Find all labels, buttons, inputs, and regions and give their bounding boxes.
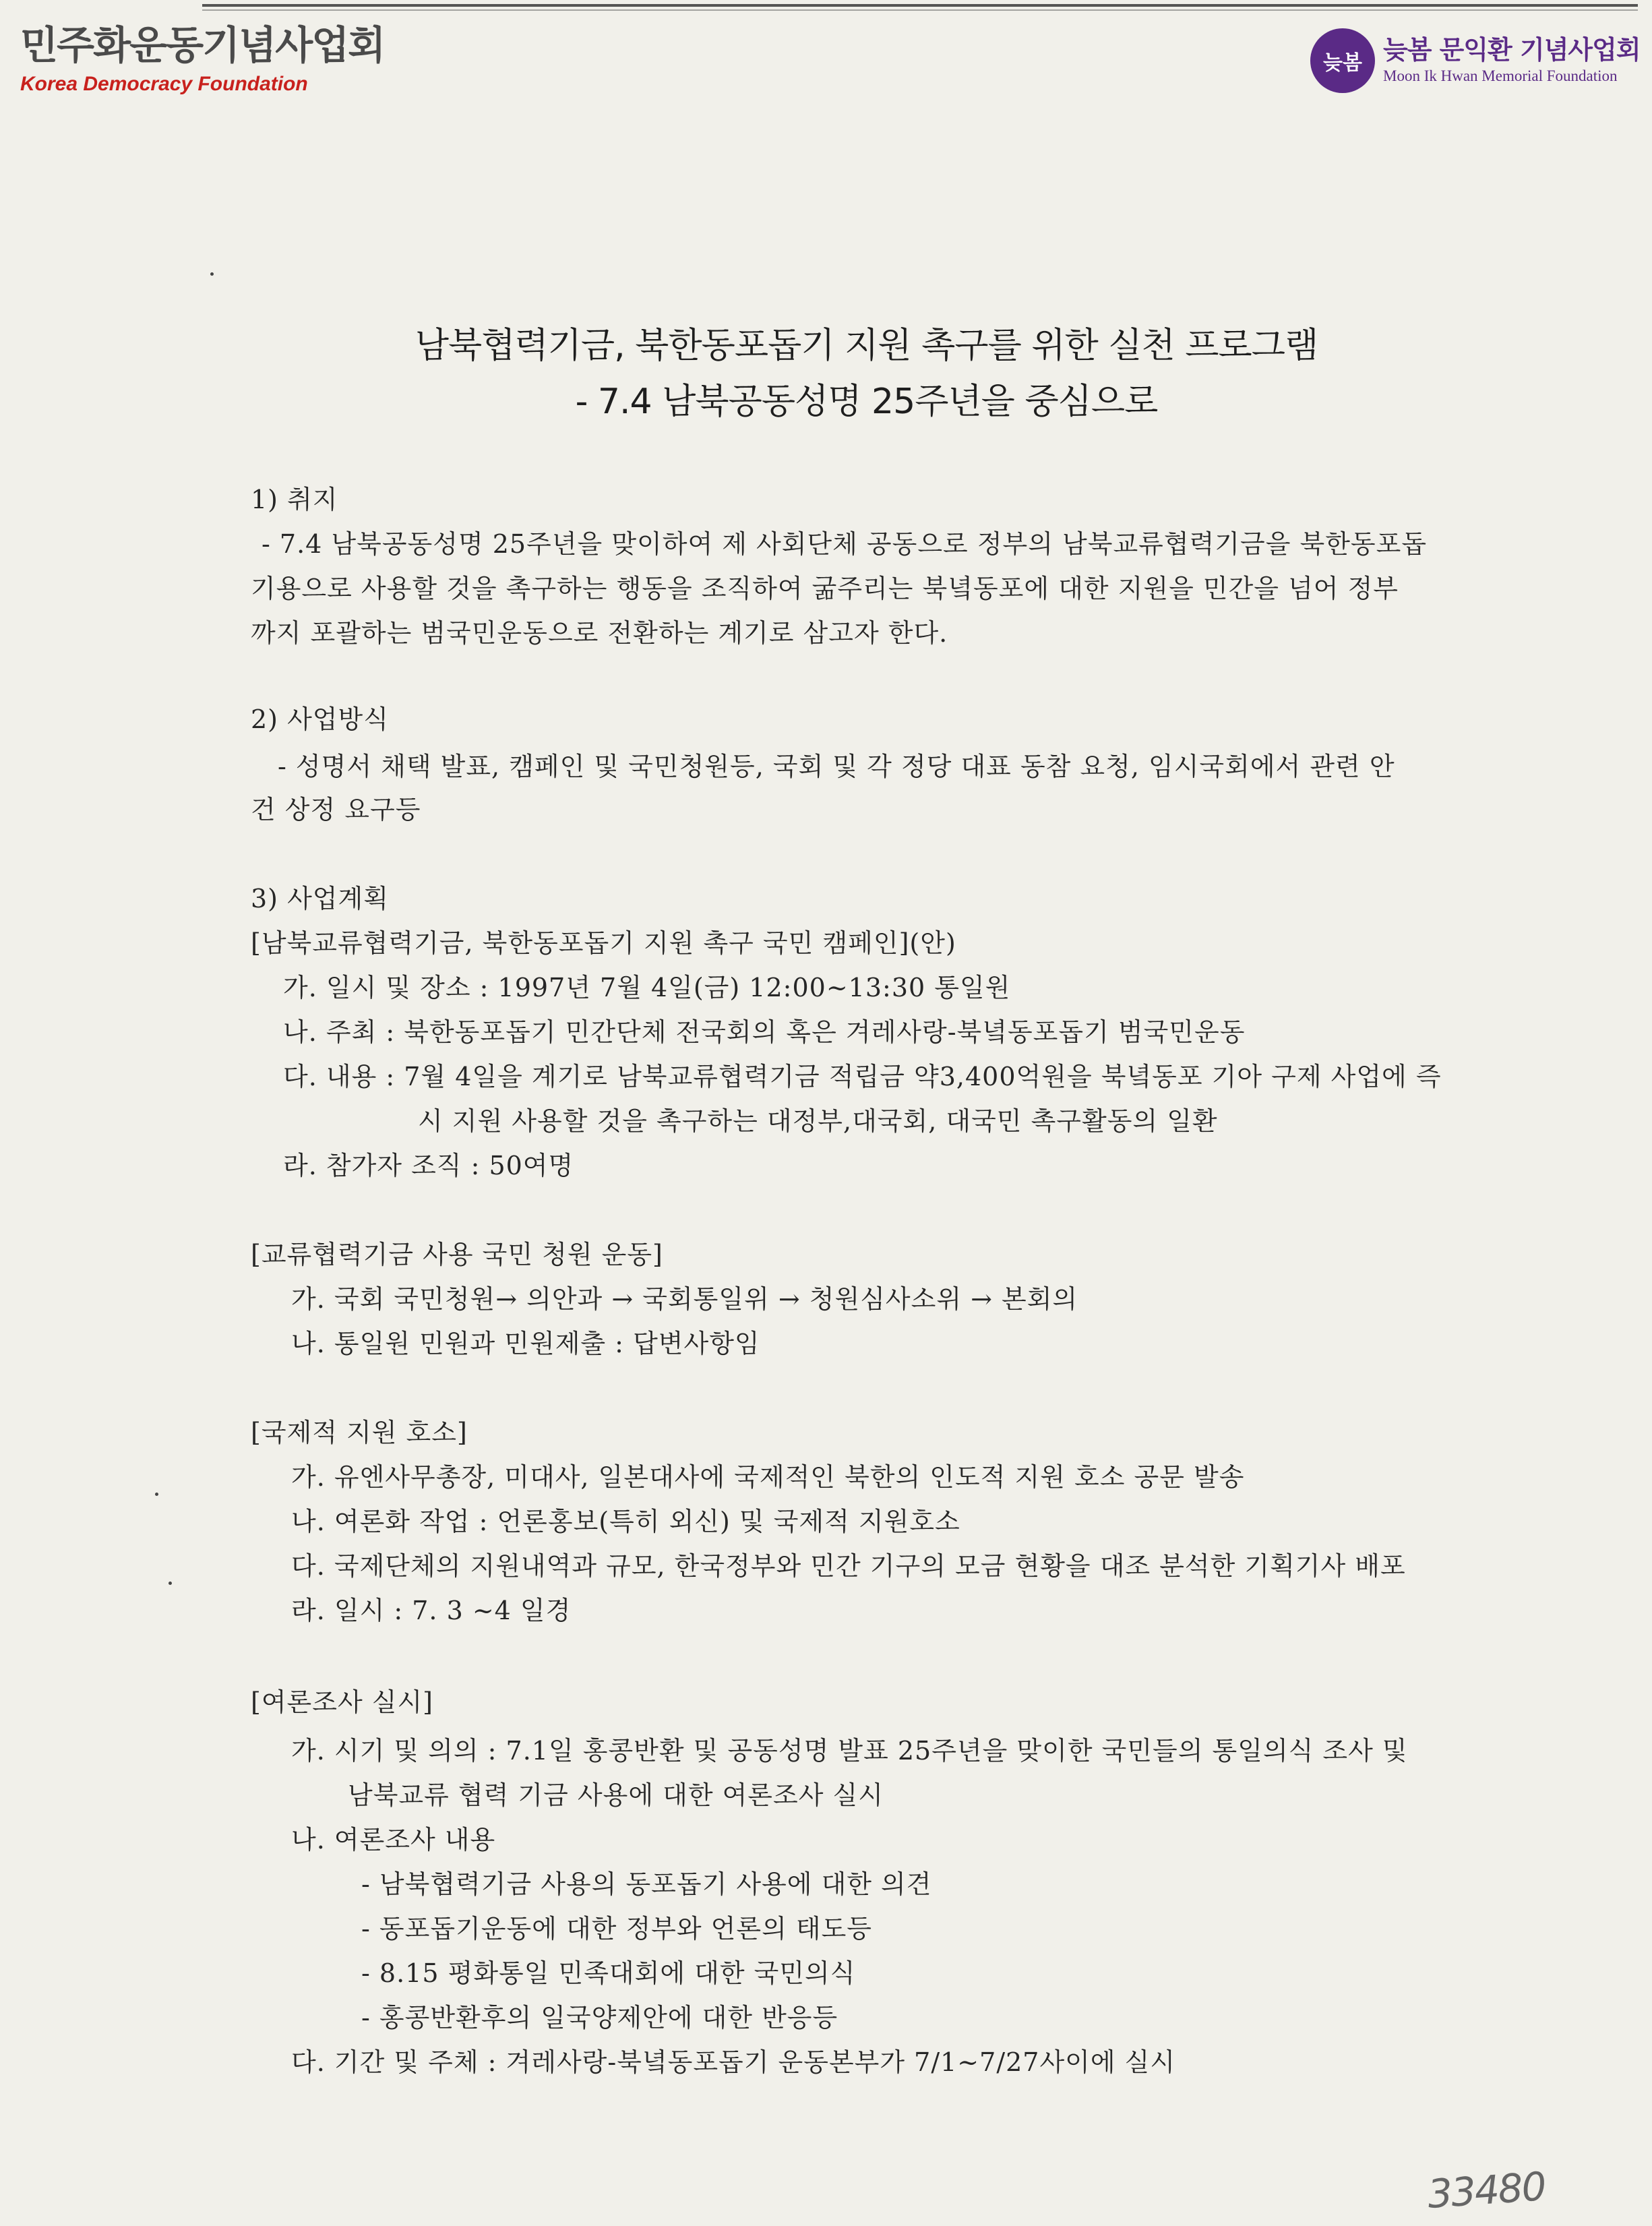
campaign-item: 가. 일시 및 장소 : 1997년 7월 4일(금) 12:00~13:30 통일원 bbox=[283, 973, 1011, 1002]
international-title: [국제적 지원 호소] bbox=[251, 1418, 468, 1447]
survey-item-continued: 남북교류 협력 기금 사용에 대한 여론조사 실시 bbox=[348, 1780, 884, 1810]
petition-item: 가. 국회 국민청원→ 의안과 → 국회통일위 → 청원심사소위 → 본회의 bbox=[291, 1284, 1078, 1314]
section-heading-plan: 3) 사업계획 bbox=[251, 884, 389, 913]
handwritten-document-number: 33480 bbox=[1426, 2163, 1547, 2218]
international-item: 다. 국제단체의 지원내역과 규모, 한국정부와 민간 기구의 모금 현황을 대조 분석한 기획기사 배포 bbox=[291, 1551, 1406, 1581]
mf-logo-english: Moon Ik Hwan Memorial Foundation bbox=[1383, 67, 1618, 84]
korea-democracy-foundation-logo bbox=[20, 22, 385, 96]
campaign-item: 다. 내용 : 7월 4일을 계기로 남북교류협력기금 적립금 약3,400억원을 북녘동포 기아 구제 사업에 즉 bbox=[283, 1062, 1442, 1091]
mf-logo-korean: 늦봄 문익환 기념사업회 bbox=[1383, 35, 1641, 65]
survey-item: 나. 여론조사 내용 bbox=[291, 1825, 496, 1855]
method-line: 건 상정 요구등 bbox=[251, 795, 421, 824]
section-heading-method: 2) 사업방식 bbox=[251, 704, 389, 734]
survey-item: 다. 기간 및 주체 : 겨레사랑-북녘동포돕기 운동본부가 7/1~7/27사이에 실시 bbox=[291, 2047, 1176, 2077]
campaign-title: [남북교류협력기금, 북한동포돕기 지원 촉구 국민 캠페인](안) bbox=[251, 928, 956, 958]
scan-speck bbox=[169, 1582, 172, 1585]
petition-title: [교류협력기금 사용 국민 청원 운동] bbox=[251, 1240, 663, 1269]
survey-subitem: - 8.15 평화통일 민족대회에 대한 국민의식 bbox=[361, 1958, 856, 1988]
survey-item: 가. 시기 및 의의 : 7.1일 홍콩반환 및 공동성명 발표 25주년을 맞이한 국민들의 통일의식 조사 및 bbox=[291, 1736, 1408, 1766]
scan-speck bbox=[155, 1493, 158, 1496]
kdf-logo-korean: 민주화운동기념사업회 bbox=[20, 22, 385, 68]
purpose-line: 까지 포괄하는 범국민운동으로 전환하는 계기로 삼고자 한다. bbox=[251, 618, 948, 648]
survey-title: [여론조사 실시] bbox=[251, 1687, 433, 1717]
campaign-item-continued: 시 지원 사용할 것을 촉구하는 대정부,대국회, 대국민 촉구활동의 일환 bbox=[418, 1106, 1218, 1136]
top-rule-thin bbox=[202, 9, 1638, 11]
purpose-line: - 7.4 남북공동성명 25주년을 맞이하여 제 사회단체 공동으로 정부의 남북교류협력기금을 북한동포돕 bbox=[262, 529, 1428, 559]
survey-subitem: - 남북협력기금 사용의 동포돕기 사용에 대한 의견 bbox=[361, 1869, 932, 1899]
section-heading-purpose: 1) 취지 bbox=[251, 485, 338, 514]
purpose-line: 기용으로 사용할 것을 촉구하는 행동을 조직하여 굶주리는 북녘동포에 대한 지원을 민간을 넘어 정부 bbox=[251, 574, 1399, 603]
campaign-item: 라. 참가자 조직 : 50여명 bbox=[283, 1151, 574, 1180]
kdf-logo-english: Korea Democracy Foundation bbox=[20, 73, 308, 95]
scan-speck bbox=[210, 272, 214, 276]
international-item: 가. 유엔사무총장, 미대사, 일본대사에 국제적인 북한의 인도적 지원 호소 공문 발송 bbox=[291, 1462, 1245, 1492]
survey-subitem: - 동포돕기운동에 대한 정부와 언론의 태도등 bbox=[361, 1914, 872, 1944]
moon-ik-hwan-foundation-logo bbox=[1310, 28, 1641, 93]
petition-item: 나. 통일원 민원과 민원제출 : 답변사항임 bbox=[291, 1329, 760, 1358]
foundation-seal-icon: 늦봄 bbox=[1310, 28, 1375, 93]
top-rule bbox=[202, 4, 1638, 7]
international-item: 나. 여론화 작업 : 언론홍보(특히 외신) 및 국제적 지원호소 bbox=[291, 1507, 960, 1536]
document-subtitle: - 7.4 남북공동성명 25주년을 중심으로 bbox=[575, 382, 1158, 422]
campaign-item: 나. 주최 : 북한동포돕기 민간단체 전국회의 혹은 겨레사랑-북녘동포돕기 범국민운동 bbox=[283, 1017, 1246, 1047]
survey-subitem: - 홍콩반환후의 일국양제안에 대한 반응등 bbox=[361, 2003, 838, 2033]
international-item: 라. 일시 : 7. 3 ~4 일경 bbox=[291, 1596, 572, 1625]
document-title: 남북협력기금, 북한동포돕기 지원 촉구를 위한 실천 프로그램 bbox=[415, 326, 1318, 366]
method-line: - 성명서 채택 발표, 캠페인 및 국민청원등, 국회 및 각 정당 대표 동참 요청, 임시국회에서 관련 안 bbox=[278, 752, 1395, 781]
